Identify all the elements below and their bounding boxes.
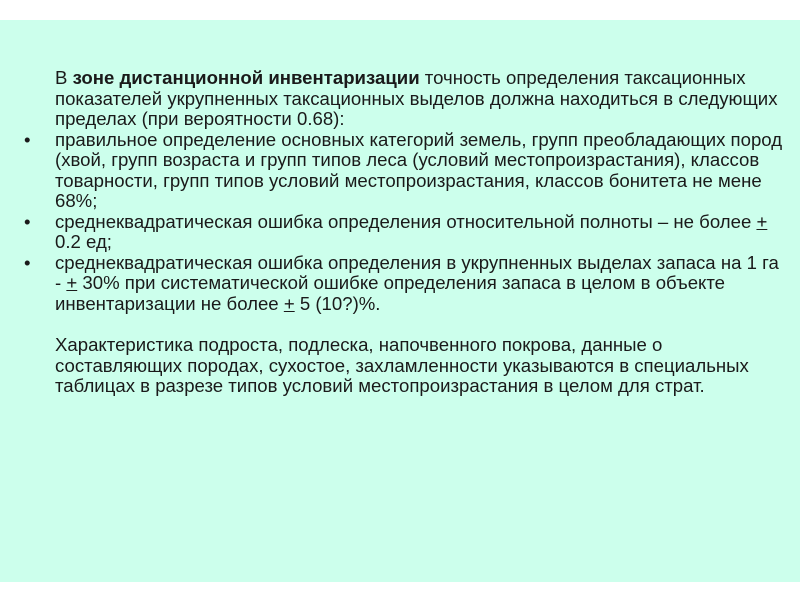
bullet-dot-icon: • xyxy=(24,210,31,232)
intro-bold-phrase: зоне дистанционной инвентаризации xyxy=(72,67,420,88)
bullet-item-categories xyxy=(24,130,784,212)
bullet-item-stock-error xyxy=(24,253,784,315)
bullet-text-part2: 30% при систематической ошибке определения запаса в целом в объекте инвентаризации не более xyxy=(55,272,726,314)
bullet-text-after: 0.2 ед; xyxy=(55,231,112,252)
plus-sign: + xyxy=(756,210,768,232)
intro-paragraph xyxy=(24,68,784,130)
bullet-text: правильное определение основных категорий земель, групп преобладающих пород (хвой, групп возраста и групп типов леса (условий местопроизрастания), классов товарности, групп типов условий местопроизрастания, классов бонитета не мене 68%; xyxy=(55,128,783,211)
spacer xyxy=(24,314,784,335)
plus-sign: + xyxy=(66,272,78,293)
slide-background xyxy=(0,20,800,582)
bullet-dot-icon: • xyxy=(24,251,31,273)
plus-sign: + xyxy=(283,292,295,314)
bullet-text-part1: среднеквадратическая ошибка определения в укрупненных выделах запаса на 1 га - xyxy=(55,251,779,293)
slide-text-body xyxy=(24,68,784,397)
bullet-item-density-error xyxy=(24,212,784,253)
bullet-text-before: среднеквадратическая ошибка определения относительной полноты – не более xyxy=(55,210,757,232)
bullet-text-part3: 5 (10?)%. xyxy=(294,292,381,314)
intro-rest: точность определения таксационных показателей укрупненных таксационных выделов должна находиться в следующих пределах (при вероятности 0.68): xyxy=(55,67,778,129)
closing-paragraph: Характеристика подроста, подлеска, напочвенного покрова, данные о составляющих породах, сухостое, захламленности указываются в специальных таблицах в разрезе типов условий местопроизрастания в целом для страт. xyxy=(55,334,749,396)
bullet-dot-icon: • xyxy=(24,128,31,150)
intro-prefix: В xyxy=(55,67,73,88)
